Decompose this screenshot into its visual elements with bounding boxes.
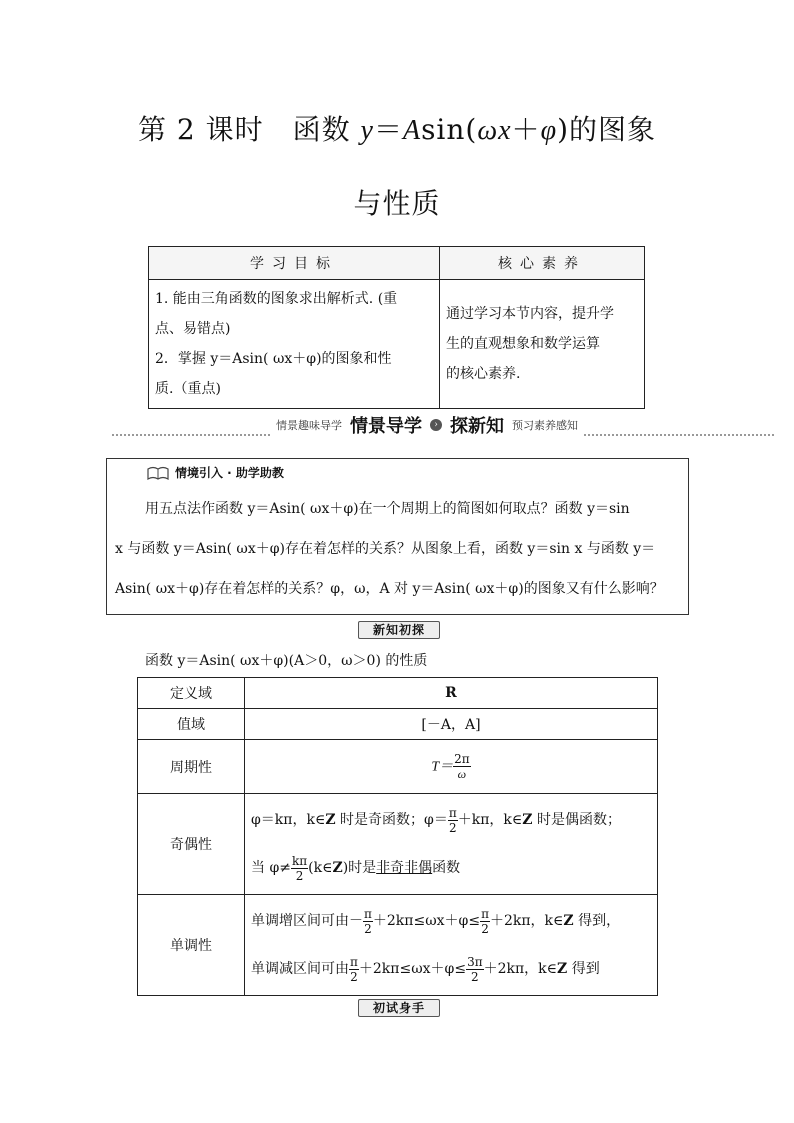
- text-span: 单调减区间可由: [251, 961, 349, 977]
- title-formula-plus: ＋: [511, 113, 541, 146]
- intro-box: [106, 458, 689, 615]
- monotonic-line-2: [251, 945, 651, 993]
- frac-num: π: [481, 906, 489, 921]
- title-prefix: 第 2 课时 函数: [137, 113, 361, 146]
- parity-line-1: [251, 796, 651, 844]
- title-formula-close: ): [557, 113, 569, 146]
- intro-heading: 情境引入 · 助学助教: [175, 466, 284, 480]
- text-span: )时是: [342, 860, 377, 876]
- goals-left-line: 点、易错点): [155, 321, 231, 337]
- period-lhs: T＝: [431, 759, 454, 775]
- goals-right-line: 的核心素养.: [446, 366, 521, 382]
- frac-den: ω: [457, 767, 467, 781]
- set-z: Z: [522, 812, 533, 828]
- prop-name-period: 周期性: [138, 740, 245, 794]
- title-formula-y: y: [360, 115, 374, 146]
- intro-line: 用五点法作函数 y＝Asin( ωx＋φ)在一个周期上的简图如何取点？函数 y＝sin: [145, 501, 630, 517]
- frac-den: 2: [471, 969, 479, 984]
- chevron-right-icon: ›: [430, 419, 442, 431]
- goals-left-line: 2．掌握 y＝Asin( ωx＋φ)的图象和性: [155, 351, 392, 367]
- frac-num: 2π: [454, 752, 470, 766]
- frac-den: 2: [350, 969, 358, 984]
- goals-right-cell: [440, 280, 645, 409]
- frac-den: 2: [481, 921, 489, 936]
- title-formula-a: A: [402, 115, 422, 146]
- banner-left-small: 情景趣味导学: [276, 419, 342, 432]
- text-span: 时是奇函数；φ＝: [335, 812, 448, 828]
- title-formula-sin: sin(: [421, 113, 478, 146]
- props-caption: 函数 y＝Asin( ωx＋φ)(A＞0，ω＞0) 的性质: [145, 653, 428, 669]
- monotonic-line-1: [251, 897, 651, 945]
- set-z: Z: [332, 860, 343, 876]
- text-span: (k∈: [308, 860, 333, 876]
- props-table: [137, 677, 658, 996]
- tag-first-try: 初试身手: [358, 999, 440, 1017]
- goals-left-cell: [149, 280, 440, 409]
- frac-num: π: [448, 805, 457, 820]
- text-span: 得到: [567, 961, 600, 977]
- fraction: [291, 854, 308, 883]
- frac-num: 3π: [467, 954, 483, 969]
- banner-main-a: 情景导学: [350, 416, 422, 437]
- table-row: [138, 794, 658, 895]
- section-banner: [112, 412, 774, 438]
- goals-right-line: 生的直观想象和数学运算: [446, 336, 600, 352]
- tag-new-knowledge-wrap: [358, 619, 440, 638]
- goals-left-line: 质.（重点): [155, 381, 221, 397]
- text-span: ＋2kπ≤ωx＋φ≤: [358, 961, 467, 977]
- prop-value-monotonic: [245, 895, 658, 996]
- text-span: 当 φ≠: [251, 860, 291, 876]
- banner-main-b: 探新知: [450, 416, 504, 437]
- fraction: [480, 907, 490, 936]
- table-row: [138, 740, 658, 794]
- period-fraction: [453, 752, 471, 781]
- banner-right-small: 预习素养感知: [512, 419, 578, 432]
- goals-left-line: 1. 能由三角函数的图象求出解析式. (重: [155, 291, 398, 307]
- text-span: 函数: [432, 860, 461, 876]
- frac-den: 2: [364, 921, 372, 936]
- text-span: 时是偶函数；: [532, 812, 621, 828]
- title-formula-eq: ＝: [373, 113, 403, 146]
- table-row: [138, 709, 658, 740]
- underlined-text: 非奇非偶: [376, 860, 433, 876]
- fraction: [466, 955, 484, 984]
- frac-num: π: [350, 954, 358, 969]
- set-z: Z: [325, 812, 336, 828]
- book-icon: [147, 466, 169, 480]
- tag-first-try-wrap: [358, 997, 440, 1016]
- parity-line-2: [251, 844, 651, 892]
- title-suffix: 的图象: [569, 113, 657, 146]
- prop-value-domain: R: [245, 678, 658, 709]
- text-span: φ＝kπ，k∈: [251, 812, 326, 828]
- goals-header-right: 核心素养: [440, 247, 645, 280]
- page-title-line2: 与性质: [353, 187, 441, 220]
- table-row: [138, 895, 658, 996]
- goals-table: [148, 246, 645, 409]
- prop-value-period: [245, 740, 658, 794]
- set-z: Z: [557, 961, 568, 977]
- prop-value-parity: [245, 794, 658, 895]
- fraction: [363, 907, 373, 936]
- text-span: ＋2kπ，k∈: [489, 913, 564, 929]
- prop-value-range: [－A，A]: [245, 709, 658, 740]
- text-span: 得到，: [573, 913, 621, 929]
- text-span: ＋kπ，k∈: [457, 812, 523, 828]
- table-row: [138, 678, 658, 709]
- frac-den: 2: [295, 868, 304, 883]
- goals-header-left: 学习目标: [149, 247, 440, 280]
- text-span: ＋2kπ≤ωx＋φ≤: [372, 913, 481, 929]
- goals-right-line: 通过学习本节内容，提升学: [446, 306, 614, 322]
- intro-line: Asin( ωx＋φ)存在着怎样的关系？φ，ω，A 对 y＝Asin( ωx＋φ)的图象又有什么影响？: [115, 581, 664, 597]
- page-title: [0, 108, 794, 148]
- set-z: Z: [563, 913, 574, 929]
- fraction: [349, 955, 359, 984]
- text-span: ＋2kπ，k∈: [483, 961, 558, 977]
- prop-name-range: 值域: [138, 709, 245, 740]
- frac-num: kπ: [291, 853, 308, 868]
- prop-name-monotonic: 单调性: [138, 895, 245, 996]
- frac-num: π: [364, 906, 372, 921]
- frac-den: 2: [448, 820, 457, 835]
- tag-new-knowledge: 新知初探: [358, 621, 440, 639]
- title-formula-phi: φ: [540, 115, 558, 146]
- text-span: 单调增区间可由－: [251, 913, 363, 929]
- prop-name-domain: 定义域: [138, 678, 245, 709]
- intro-line: x 与函数 y＝Asin( ωx＋φ)存在着怎样的关系？从图象上看，函数 y＝sin x 与函数 y＝: [115, 541, 656, 557]
- title-formula-wx: ωx: [477, 115, 512, 146]
- intro-text: [115, 489, 685, 609]
- fraction: [448, 806, 458, 835]
- prop-name-parity: 奇偶性: [138, 794, 245, 895]
